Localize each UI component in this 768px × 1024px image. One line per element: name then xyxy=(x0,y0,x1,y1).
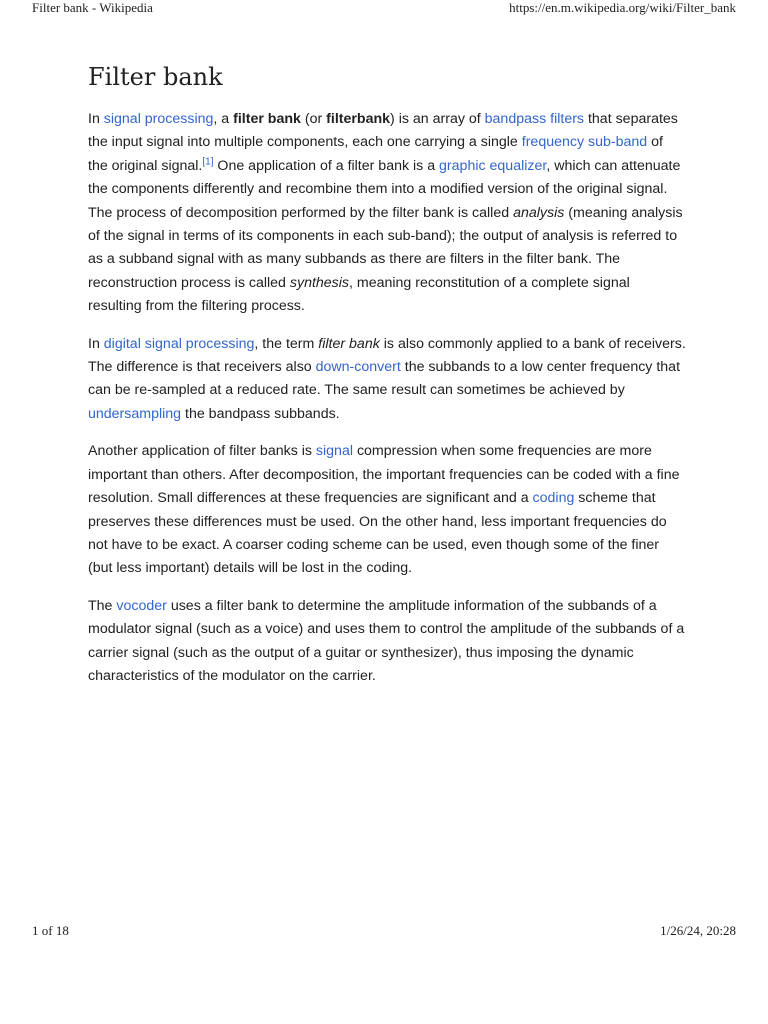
text: , the term xyxy=(254,335,319,352)
text: the bandpass subbands. xyxy=(181,405,340,422)
link-undersampling[interactable]: undersampling xyxy=(88,405,182,422)
link-frequency-sub-band[interactable]: frequency sub-band xyxy=(521,134,648,151)
italic-term: analysis xyxy=(513,204,565,221)
article-content xyxy=(88,60,686,702)
print-datetime: 1/26/24, 20:28 xyxy=(660,923,736,938)
page-counter: 1 of 18 xyxy=(32,923,69,938)
text: the subbands to a low center frequency that can be re-sampled at a reduced rate. The same result can sometimes be achieved by xyxy=(88,359,681,399)
text: of the original signal. xyxy=(88,134,663,174)
print-page-title: Filter bank - Wikipedia xyxy=(32,0,153,15)
link-vocoder[interactable]: vocoder xyxy=(116,597,167,614)
paragraph-1 xyxy=(88,108,686,319)
text: ) is an array of xyxy=(390,111,485,127)
link-signal-processing[interactable]: signal processing xyxy=(103,111,214,127)
page-title: Filter bank xyxy=(88,63,223,91)
reference-link-1[interactable]: [1] xyxy=(202,156,214,168)
text: scheme that preserves these differences must be used. On the other hand, less important frequencies do not have to be exact. A coarser coding scheme can be used, even though some of the finer (but less important) details will be lost in the coding. xyxy=(88,490,667,577)
link-bandpass-filters[interactable]: bandpass filters xyxy=(484,111,585,127)
text: (or xyxy=(300,111,327,127)
print-footer xyxy=(0,923,768,939)
link-digital-signal-processing[interactable]: digital signal processing xyxy=(103,335,255,352)
link-coding[interactable]: coding xyxy=(532,490,575,507)
print-header xyxy=(0,0,768,16)
paragraph-3 xyxy=(88,440,686,580)
bold-term: filter bank xyxy=(233,111,301,127)
paragraph-4 xyxy=(88,595,686,689)
paragraph-2 xyxy=(88,333,686,427)
link-signal[interactable]: signal xyxy=(315,443,353,460)
print-url: https://en.m.wikipedia.org/wiki/Filter_bank xyxy=(509,0,736,15)
text: is also commonly applied to a bank of receivers. The difference is that receivers also xyxy=(88,335,686,376)
link-down-convert[interactable]: down-convert xyxy=(315,359,401,376)
text: , meaning reconstitution of a complete signal resulting from the filtering process. xyxy=(88,274,630,315)
text: Another application of filter banks is xyxy=(88,443,316,460)
text: (meaning analysis of the signal in terms of its components in each sub-band); the output of analysis is referred to as a subband signal with as many subbands as there are filters in the filter bank. The reconstruction process is called xyxy=(88,204,683,291)
link-graphic-equalizer[interactable]: graphic equalizer xyxy=(439,157,547,174)
italic-term: filter bank xyxy=(318,335,380,352)
bold-term: filterbank xyxy=(326,111,391,127)
text: One application of a filter bank is a xyxy=(213,157,440,174)
text: In xyxy=(88,111,104,127)
text: In xyxy=(88,335,104,352)
text: , a xyxy=(213,111,234,127)
text: uses a filter bank to determine the amplitude information of the subbands of a modulator signal (such as a voice) and uses them to control the amplitude of the subbands of a carrier signal (such as the output of a guitar or synthesizer), thus imposing the dynamic characteristics of the modulator on the carrier. xyxy=(88,597,685,684)
text: compression when some frequencies are more important than others. After decomposition, the important frequencies can be coded with a fine resolution. Small differences at these frequencies are significant and a xyxy=(88,443,680,507)
text: that separates the input signal into multiple components, each one carrying a single xyxy=(88,111,678,151)
text: , which can attenuate the components differently and recombine them into a modified version of the original signal. The process of decomposition performed by the filter bank is called xyxy=(88,157,681,221)
italic-term: synthesis xyxy=(289,274,350,291)
text: The xyxy=(88,597,117,614)
